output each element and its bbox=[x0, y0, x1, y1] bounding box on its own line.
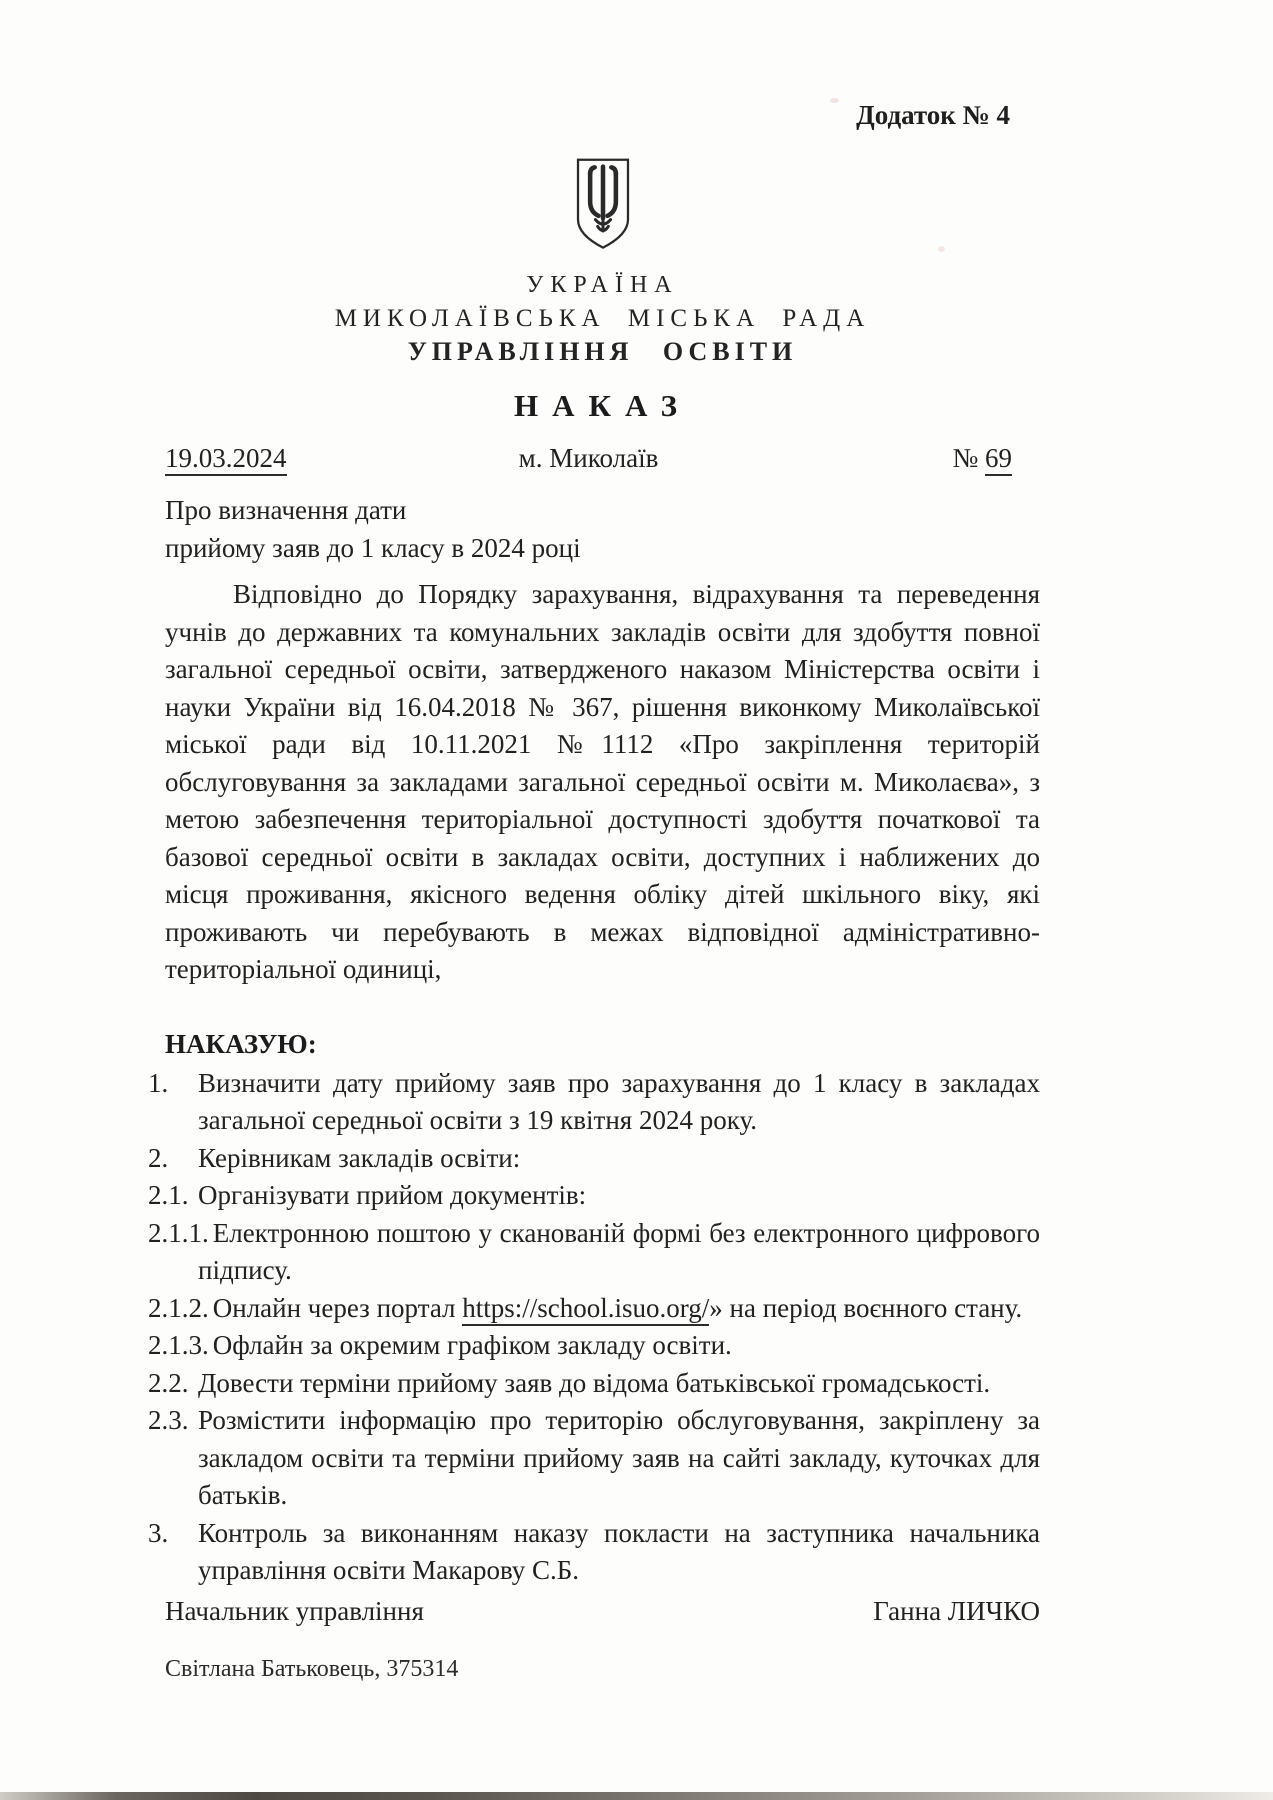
annex-label: Додаток № 4 bbox=[856, 100, 1010, 130]
header-country: УКРАЇНА bbox=[526, 272, 679, 298]
signature-row bbox=[165, 1592, 1040, 1630]
scan-artifact-bar bbox=[0, 1792, 1273, 1800]
order-item-text: » на період воєнного стану. bbox=[709, 1292, 1023, 1323]
order-item-number: 2.3. bbox=[148, 1405, 189, 1435]
order-list bbox=[148, 1065, 1040, 1590]
order-item-text: Організувати прийом документів: bbox=[198, 1180, 587, 1210]
order-item-text: Офлайн за окремим графіком закладу освіти. bbox=[212, 1330, 732, 1360]
order-item-number: 2.1.1. bbox=[148, 1217, 209, 1248]
order-item-text: Онлайн через портал bbox=[212, 1292, 463, 1323]
order-number-value: 69 bbox=[985, 443, 1012, 476]
header-council: МИКОЛАЇВСЬКА МІСЬКА РАДА bbox=[334, 305, 871, 332]
order-item-text: Визначити дату прийому заяв про зарахування до 1 класу в закладах загальної середньої освіти з 19 квітня 2024 року. bbox=[198, 1067, 1040, 1135]
document-content bbox=[148, 0, 1040, 1684]
order-item-number: 2.1.3. bbox=[148, 1330, 209, 1360]
header-department: УПРАВЛІННЯ ОСВІТИ bbox=[407, 337, 798, 366]
ukraine-trident-icon bbox=[565, 156, 641, 262]
order-item-2-1-2 bbox=[148, 1290, 1040, 1328]
order-item-number: 2.1. bbox=[148, 1180, 189, 1210]
order-number-label: № bbox=[952, 443, 985, 473]
resolution-heading: НАКАЗУЮ: bbox=[165, 1028, 317, 1059]
order-date-value: 19.03.2024 bbox=[165, 443, 287, 476]
order-item-number: 2. bbox=[148, 1142, 169, 1173]
order-item-number: 2.1.2. bbox=[148, 1292, 209, 1323]
order-item-number: 3. bbox=[148, 1517, 169, 1548]
portal-link: https://school.isuo.org/ bbox=[462, 1293, 709, 1326]
order-number bbox=[730, 442, 1040, 474]
order-item-2-1 bbox=[148, 1177, 1040, 1215]
order-item-text: Розмістити інформацію про територію обслуговування, закріплену за закладом освіти та терміни прийому заяв на сайті закладу, куточках для батьків. bbox=[198, 1405, 1040, 1510]
order-item-number: 2.2. bbox=[148, 1367, 189, 1398]
order-item-text: Електронною поштою у сканованій формі без електронного цифрового підпису. bbox=[198, 1217, 1040, 1285]
order-item-2 bbox=[148, 1140, 1040, 1178]
order-item-1 bbox=[148, 1065, 1040, 1140]
order-item-2-1-3 bbox=[148, 1327, 1040, 1365]
order-item-2-2 bbox=[148, 1365, 1040, 1403]
order-item-text: Керівникам закладів освіти: bbox=[198, 1142, 521, 1173]
footer-note: Світлана Батьковець, 375314 bbox=[165, 1655, 459, 1682]
order-date bbox=[165, 442, 447, 474]
order-item-text: Довести терміни прийому заяв до відома батьківської громадськості. bbox=[198, 1367, 991, 1398]
order-item-text: Контроль за виконанням наказу покласти на заступника начальника управління освіти Макарову С.Б. bbox=[198, 1517, 1040, 1585]
preamble-paragraph: Відповідно до Порядку зарахування, відрахування та переведення учнів до державних та комунальних закладів освіти для здобуття повної загальної середньої освіти, затвердженого наказом Міністерства освіти і науки України від 16.04.2018 № 367, рішення виконкому Миколаївської міської ради від 10.11.2021 №1112 «Про закріплення територій обслуговування за закладами загальної середньої освіти м. Миколаєва», з метою забезпечення територіальної доступності здобуття початкової та базової середньої освіти в закладах освіти, доступних і наближених до місця проживання, якісного ведення обліку дітей шкільного віку, які проживають чи перебувають в межах відповідної адміністративно-територіальної одиниці, bbox=[165, 579, 1040, 984]
order-city: м. Миколаїв bbox=[518, 443, 659, 473]
subject-line-2: прийому заяв до 1 класу в 2024 році bbox=[165, 533, 581, 563]
subject-block bbox=[165, 491, 1040, 567]
coat-of-arms bbox=[165, 0, 1040, 262]
subject-line-1: Про визначення дати bbox=[165, 495, 407, 525]
order-item-3 bbox=[148, 1515, 1040, 1590]
order-item-2-3 bbox=[148, 1402, 1040, 1515]
order-item-number: 1. bbox=[148, 1067, 169, 1098]
signature-title: Начальник управління bbox=[165, 1595, 424, 1626]
order-item-2-1-1 bbox=[148, 1215, 1040, 1290]
order-meta-row bbox=[165, 442, 1040, 474]
signature-name: Ганна ЛИЧКО bbox=[873, 1595, 1040, 1626]
order-title: НАКАЗ bbox=[514, 388, 691, 423]
